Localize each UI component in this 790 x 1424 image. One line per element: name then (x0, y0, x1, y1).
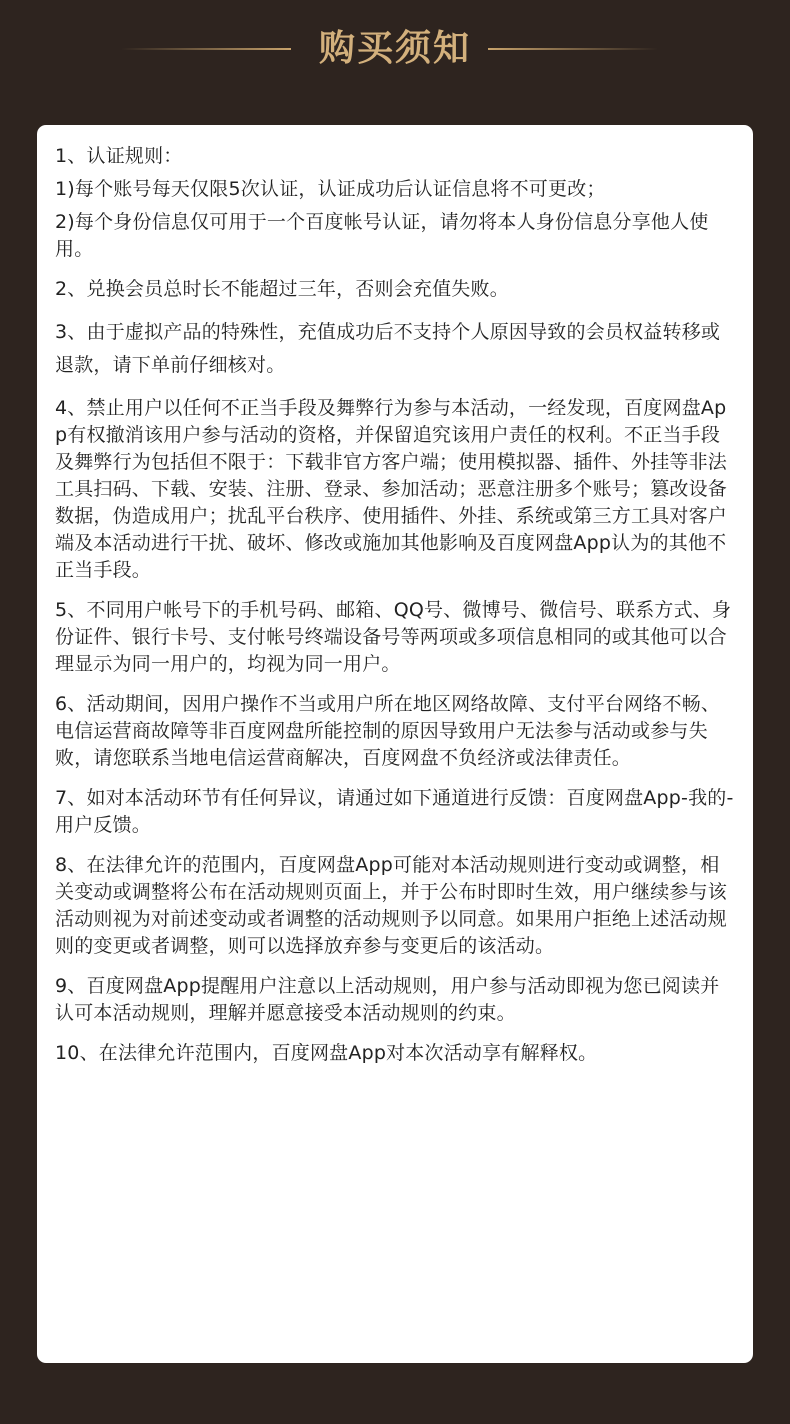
rule-item: 2)每个身份信息仅可用于一个百度帐号认证，请勿将本人身份信息分享他人使用。 (55, 211, 709, 260)
rule-item: 3、由于虚拟产品的特殊性，充值成功后不支持个人原因导致的会员权益转移或退款，请下单前仔细核对。 (55, 321, 721, 376)
header-divider-right (488, 48, 658, 50)
rule-item: 4、禁止用户以任何不正当手段及舞弊行为参与本活动，一经发现，百度网盘App有权撤消该用户参与活动的资格，并保留追究该用户责任的权利。不正当手段及舞弊行为包括但不限于：下载非官方客户端；使用模拟器、插件、外挂等非法工具扫码、下载、安装、注册、登录、参加活动；恶意注册多个账号；篡改设备数据，伪造成用户；扰乱平台秩序、使用插件、外挂、系统或第三方工具对客户端及本活动进行干扰、破坏、修改或施加其他影响及百度网盘App认为的其他不正当手段。 (55, 397, 728, 581)
rule-item: 5、不同用户帐号下的手机号码、邮箱、QQ号、微博号、微信号、联系方式、身份证件、银行卡号、支付帐号终端设备号等两项或多项信息相同的或其他可以合理显示为同一用户的，均视为同一用户。 (55, 599, 732, 675)
rule-item: 9、百度网盘App提醒用户注意以上活动规则，用户参与活动即视为您已阅读并认可本活动规则，理解并愿意接受本活动规则的约束。 (55, 975, 720, 1024)
rules-card (37, 125, 753, 1363)
rule-item: 7、如对本活动环节有任何异议，请通过如下通道进行反馈：百度网盘App-我的-用户反馈。 (55, 787, 734, 836)
rule-item: 10、在法律允许范围内，百度网盘App对本次活动享有解释权。 (55, 1042, 598, 1064)
header (0, 0, 790, 100)
rule-item: 8、在法律允许的范围内，百度网盘App可能对本活动规则进行变动或调整，相关变动或调整将公布在活动规则页面上，并于公布时即时生效，用户继续参与该活动则视为对前述变动或者调整的活动规则予以同意。如果用户拒绝上述活动规则的变更或者调整，则可以选择放弃参与变更后的该活动。 (55, 854, 728, 957)
rule-item: 1)每个账号每天仅限5次认证，认证成功后认证信息将不可更改； (55, 178, 606, 200)
rule-item: 2、兑换会员总时长不能超过三年，否则会充值失败。 (55, 278, 509, 300)
rule-item: 6、活动期间，因用户操作不当或用户所在地区网络故障、支付平台网络不畅、电信运营商故障等非百度网盘所能控制的原因导致用户无法参与活动或参与失败，请您联系当地电信运营商解决，百度网盘不负经济或法律责任。 (55, 693, 721, 769)
rule-heading: 1、认证规则： (55, 145, 183, 167)
page-title: 购买须知 (318, 28, 471, 69)
